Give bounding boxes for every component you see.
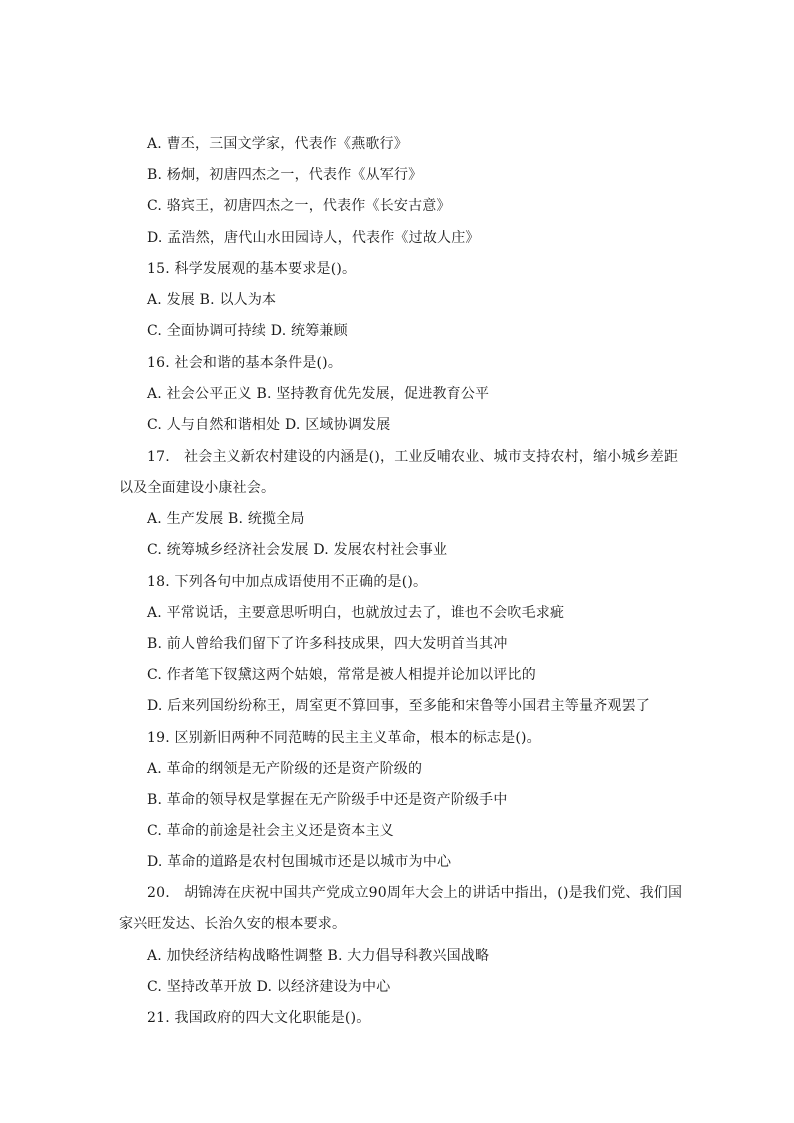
q19-option-b: B. 革命的领导权是掌握在无产阶级手中还是资产阶级手中 bbox=[147, 792, 508, 808]
option-a-caopi: A. 曹丕，三国文学家，代表作《燕歌行》 bbox=[147, 136, 409, 152]
question-20-continued: 家兴旺发达、长治久安的根本要求。 bbox=[119, 916, 347, 932]
q18-option-d: D. 后来列国纷纷称王，周室更不算回事，至多能和宋鲁等小国君主等量齐观罢了 bbox=[147, 698, 651, 714]
question-15: 15. 科学发展观的基本要求是()。 bbox=[147, 261, 357, 277]
q15-options-ab: A. 发展 B. 以人为本 bbox=[147, 292, 277, 308]
question-19: 19. 区别新旧两种不同范畴的民主主义革命，根本的标志是()。 bbox=[147, 730, 541, 746]
q15-options-cd: C. 全面协调可持续 D. 统筹兼顾 bbox=[147, 323, 348, 339]
question-21: 21. 我国政府的四大文化职能是()。 bbox=[147, 1010, 371, 1026]
question-16: 16. 社会和谐的基本条件是()。 bbox=[147, 355, 343, 371]
question-18: 18. 下列各句中加点成语使用不正确的是()。 bbox=[147, 574, 428, 590]
q19-option-c: C. 革命的前途是社会主义还是资本主义 bbox=[147, 823, 394, 839]
question-17: 17. 社会主义新农村建设的内涵是()，工业反哺农业、城市支持农村，缩小城乡差距 bbox=[147, 449, 679, 465]
q19-option-d: D. 革命的道路是农村包围城市还是以城市为中心 bbox=[147, 854, 452, 870]
q18-option-b: B. 前人曾给我们留下了许多科技成果，四大发明首当其冲 bbox=[147, 636, 508, 652]
q19-option-a: A. 革命的纲领是无产阶级的还是资产阶级的 bbox=[147, 761, 423, 777]
q18-option-a: A. 平常说话，主要意思听明白，也就放过去了，谁也不会吹毛求疵 bbox=[147, 605, 565, 621]
option-b-yangjiong: B. 杨炯，初唐四杰之一，代表作《从军行》 bbox=[147, 167, 423, 183]
question-20: 20. 胡锦涛在庆祝中国共产党成立90周年大会上的讲话中指出，()是我们党、我们国 bbox=[147, 885, 683, 901]
q20-options-ab: A. 加快经济结构战略性调整 B. 大力倡导科教兴国战略 bbox=[147, 948, 490, 964]
q18-option-c: C. 作者笔下钗黛这两个姑娘，常常是被人相提并论加以评比的 bbox=[147, 667, 536, 683]
q17-options-ab: A. 生产发展 B. 统揽全局 bbox=[147, 511, 305, 527]
q17-options-cd: C. 统筹城乡经济社会发展 D. 发展农村社会事业 bbox=[147, 542, 448, 558]
question-17-continued: 以及全面建设小康社会。 bbox=[119, 480, 276, 496]
q20-options-cd: C. 坚持改革开放 D. 以经济建设为中心 bbox=[147, 979, 391, 995]
q16-options-ab: A. 社会公平正义 B. 坚持教育优先发展，促进教育公平 bbox=[147, 386, 490, 402]
option-c-luobinwang: C. 骆宾王，初唐四杰之一，代表作《长安古意》 bbox=[147, 198, 451, 214]
q16-options-cd: C. 人与自然和谐相处 D. 区域协调发展 bbox=[147, 417, 391, 433]
option-d-menghaoran: D. 孟浩然，唐代山水田园诗人，代表作《过故人庄》 bbox=[147, 230, 480, 246]
